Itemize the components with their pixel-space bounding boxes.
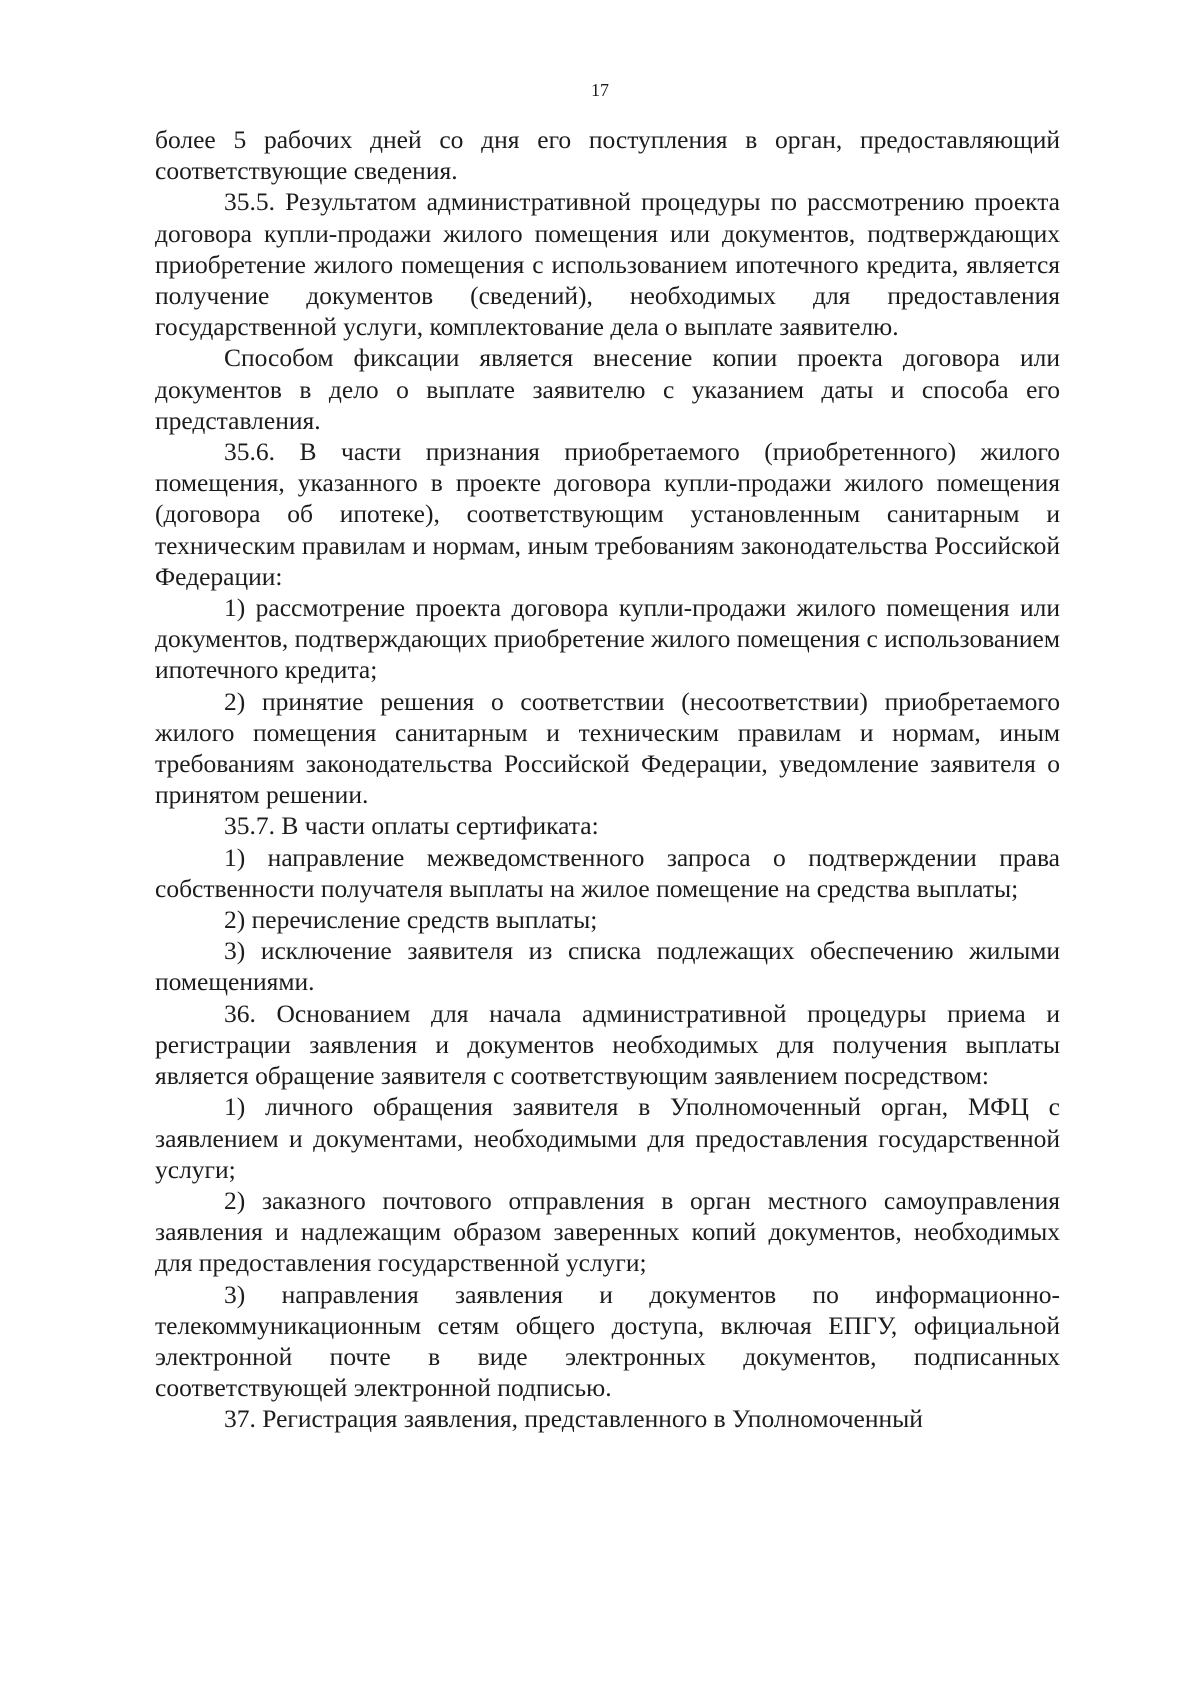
- page-number: 17: [591, 80, 609, 100]
- paragraph: 35.6. В части признания приобретаемого (приобретенного) жилого помещения, указанного в проекте договора купли-продажи жилого помещения (договора об ипотеке), соответствующим установленным санитарным и техническим правилам и нормам, иным требованиям законодательства Российской Федерации:: [155, 437, 1060, 591]
- list-item: 2) заказного почтового отправления в орган местного самоуправления заявления и надлежащим образом заверенных копий документов, необходимых для предоставления государственной услуги;: [155, 1185, 1060, 1278]
- list-item: 1) рассмотрение проекта договора купли-продажи жилого помещения или документов, подтверждающих приобретение жилого помещения с использованием ипотечного кредита;: [155, 593, 1060, 685]
- list-item: 1) направление межведомственного запроса о подтверждении права собственности получателя выплаты на жилое помещение на средства выплаты;: [155, 842, 1060, 903]
- paragraph: более 5 рабочих дней со дня его поступления в орган, предоставляющий соответствующие сведения.: [155, 125, 1060, 186]
- list-item: 2) перечисление средств выплаты;: [224, 905, 598, 935]
- document-body: [155, 124, 1060, 1435]
- paragraph: 35.7. В части оплаты сертификата:: [224, 811, 599, 841]
- list-item: 1) личного обращения заявителя в Уполномоченный орган, МФЦ с заявлением и документами, необходимыми для предоставления государственной услуги;: [155, 1092, 1060, 1184]
- paragraph: 35.5. Результатом административной процедуры по рассмотрению проекта договора купли-продажи жилого помещения или документов, подтверждающих приобретение жилого помещения с использованием ипотечного кредита, является получение документов (сведений), необходимых для предоставления государственной услуги, комплектование дела о выплате заявителю.: [155, 187, 1060, 342]
- list-item: 2) принятие решения о соответствии (несоответствии) приобретаемого жилого помещения санитарным и техническим правилам и нормам, иным требованиям законодательства Российской Федерации, уведомление заявителя о принятом решении.: [155, 686, 1060, 810]
- paragraph: 36. Основанием для начала административной процедуры приема и регистрации заявления и документов необходимых для получения выплаты является обращение заявителя с соответствующим заявлением посредством:: [155, 998, 1060, 1091]
- paragraph: 37. Регистрация заявления, представленного в Уполномоченный: [224, 1404, 923, 1434]
- list-item: 3) исключение заявителя из списка подлежащих обеспечению жилыми помещениями.: [155, 936, 1060, 997]
- list-item: 3) направления заявления и документов по информационно-телекоммуникационным сетям общего доступа, включая ЕПГУ, официальной электронной почте в виде электронных документов, подписанных соответствующей электронной подписью.: [155, 1279, 1060, 1403]
- paragraph: Способом фиксации является внесение копии проекта договора или документов в дело о выплате заявителю с указанием даты и способа его представления.: [155, 343, 1060, 435]
